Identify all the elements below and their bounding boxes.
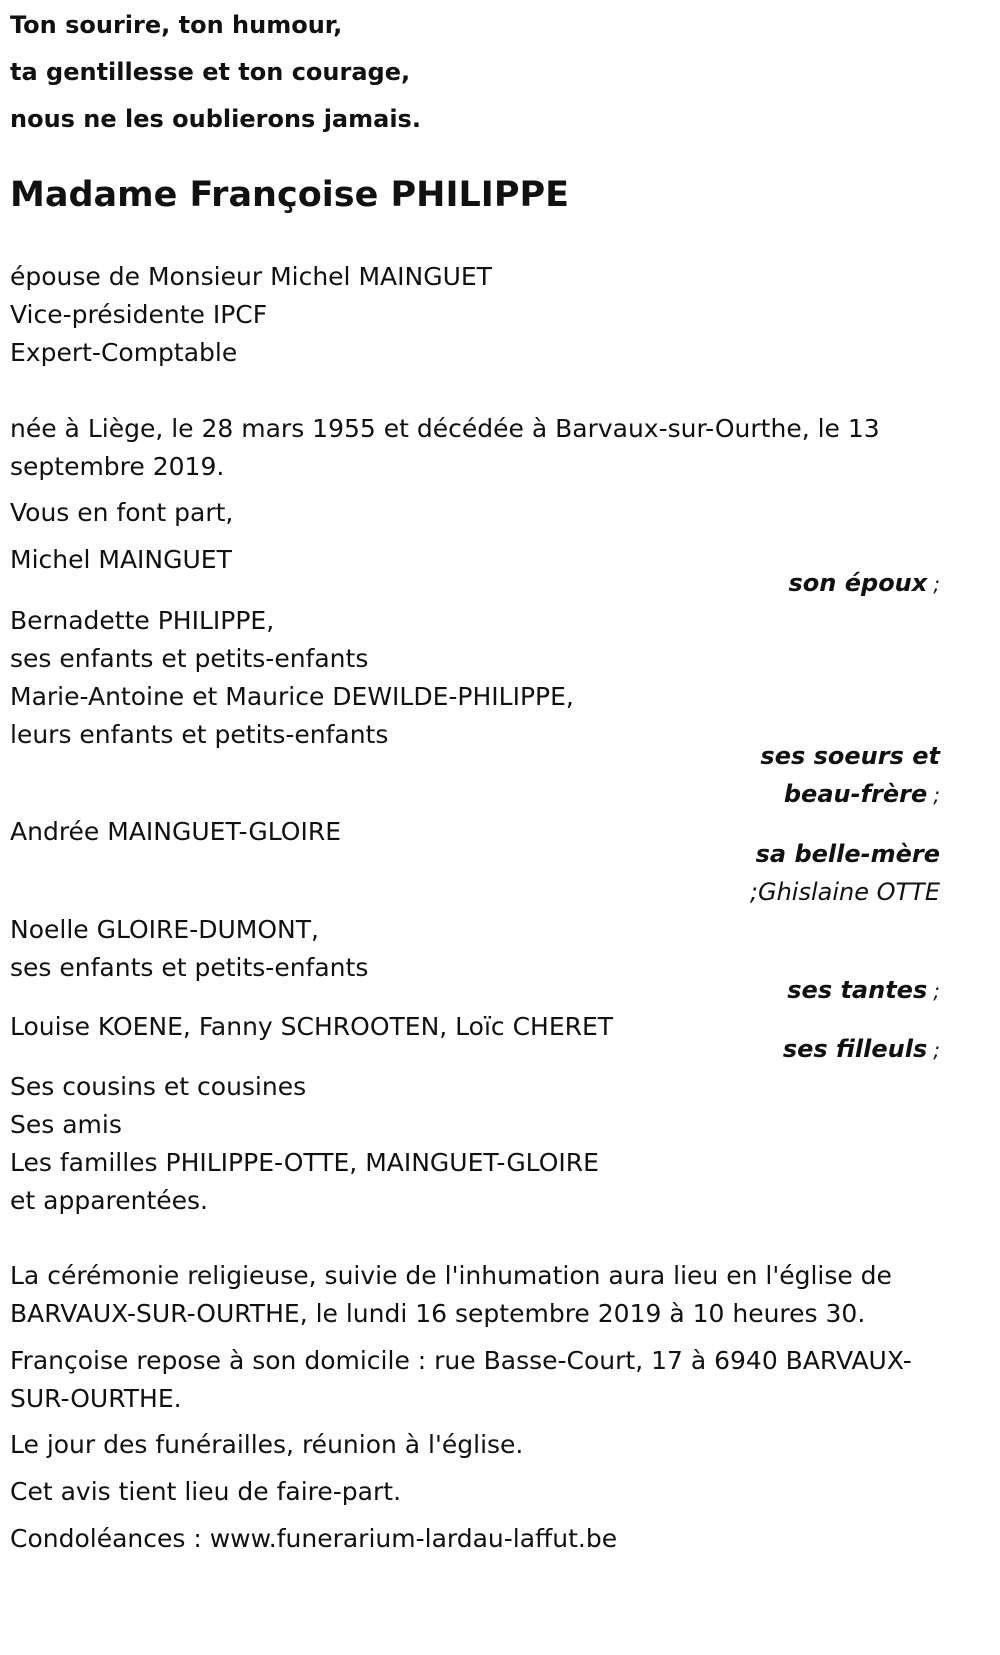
godchildren-relation: ses filleuls ; bbox=[782, 1035, 940, 1063]
intro-line-2: ta gentillesse et ton courage, bbox=[10, 58, 411, 86]
aunts-relation: ses tantes ; bbox=[787, 976, 940, 1004]
mother-in-law-name: Andrée MAINGUET-GLOIRE bbox=[10, 817, 342, 846]
condolences-text: Condoléances : www.funerarium-lardau-laffut.be bbox=[10, 1524, 618, 1553]
others-line-2: Ses amis bbox=[10, 1110, 122, 1139]
announce-text: Vous en font part, bbox=[10, 498, 234, 527]
intro-line-1: Ton sourire, ton humour, bbox=[10, 11, 343, 39]
others-line-1: Ses cousins et cousines bbox=[10, 1072, 307, 1101]
others-line-3: Les familles PHILIPPE-OTTE, MAINGUET-GLOIRE bbox=[10, 1148, 599, 1177]
funeral-note: Le jour des funérailles, réunion à l'église. bbox=[10, 1430, 524, 1459]
godchildren-name: Louise KOENE, Fanny SCHROOTEN, Loïc CHERET bbox=[10, 1012, 614, 1041]
rest-line-2: SUR-OURTHE. bbox=[10, 1384, 182, 1413]
extra-name: ;Ghislaine OTTE bbox=[749, 878, 940, 906]
sisters-line-1: Bernadette PHILIPPE, bbox=[10, 606, 275, 635]
sisters-line-3: Marie-Antoine et Maurice DEWILDE-PHILIPPE, bbox=[10, 682, 574, 711]
aunts-line-1: Noelle GLOIRE-DUMONT, bbox=[10, 915, 319, 944]
birth-death-line-1: née à Liège, le 28 mars 1955 et décédée à Barvaux-sur-Ourthe, le 13 bbox=[10, 414, 880, 443]
title-line-1: épouse de Monsieur Michel MAINGUET bbox=[10, 262, 492, 291]
spouse-relation: son époux ; bbox=[788, 569, 940, 597]
aunts-line-2: ses enfants et petits-enfants bbox=[10, 953, 369, 982]
notice-text: Cet avis tient lieu de faire-part. bbox=[10, 1477, 402, 1506]
title-line-2: Vice-présidente IPCF bbox=[10, 300, 268, 329]
others-line-4: et apparentées. bbox=[10, 1186, 208, 1215]
ceremony-line-2: BARVAUX-SUR-OURTHE, le lundi 16 septembre 2019 à 10 heures 30. bbox=[10, 1299, 866, 1328]
intro-line-3: nous ne les oublierons jamais. bbox=[10, 105, 421, 133]
sisters-relation-2: beau-frère ; bbox=[783, 780, 940, 808]
spouse-name: Michel MAINGUET bbox=[10, 545, 232, 574]
rest-line-1: Françoise repose à son domicile : rue Basse-Court, 17 à 6940 BARVAUX- bbox=[10, 1346, 912, 1375]
deceased-name: Madame Françoise PHILIPPE bbox=[10, 175, 570, 215]
sisters-relation-1: ses soeurs et bbox=[760, 742, 940, 770]
mother-in-law-relation: sa belle-mère bbox=[755, 840, 940, 868]
sisters-line-4: leurs enfants et petits-enfants bbox=[10, 720, 389, 749]
ceremony-line-1: La cérémonie religieuse, suivie de l'inhumation aura lieu en l'église de bbox=[10, 1261, 892, 1290]
title-line-3: Expert-Comptable bbox=[10, 338, 238, 367]
sisters-line-2: ses enfants et petits-enfants bbox=[10, 644, 369, 673]
birth-death-line-2: septembre 2019. bbox=[10, 452, 225, 481]
